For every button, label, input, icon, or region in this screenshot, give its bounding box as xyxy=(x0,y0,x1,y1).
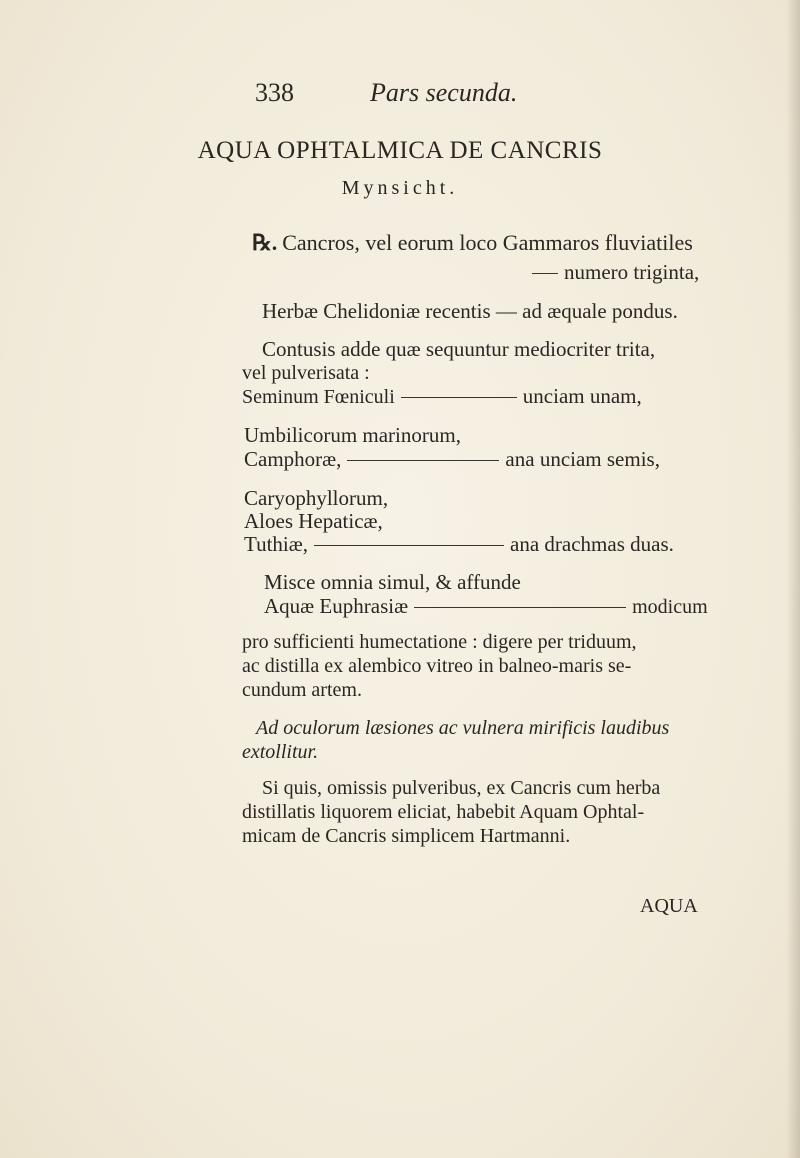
note-line-2: distillatis liquorem eliciat, habebit Aquam Ophtal- xyxy=(242,801,645,823)
recipe-line-2: Herbæ Chelidoniæ recentis — ad æquale pondus. xyxy=(262,299,678,323)
ingredient-name: Seminum Fœniculi xyxy=(242,386,395,408)
ingredient-aloes: Aloes Hepaticæ, xyxy=(244,509,383,533)
running-title: Pars secunda. xyxy=(370,78,518,107)
ingredient-name: Tuthiæ, xyxy=(244,532,309,556)
recipe-line-3b: vel pulverisata : xyxy=(242,362,370,384)
dash xyxy=(347,460,499,461)
ingredient-qty: ana drachmas duas. xyxy=(510,532,674,556)
recipe-line-6: ac distilla ex alembico vitreo in balneo-maris se- xyxy=(242,655,632,677)
ingredient-euphrasia xyxy=(264,596,708,617)
page-number: 338 xyxy=(255,78,294,107)
recipe-line-4: Misce omnia simul, & affunde xyxy=(264,570,521,594)
ingredient-tuthia xyxy=(244,534,674,555)
page-edge-shadow xyxy=(786,0,800,1158)
usage-line-1: Ad oculorum læsiones ac vulnera mirificis laudibus xyxy=(256,717,670,739)
recipe-text: Cancros, vel eorum loco Gammaros fluviatiles xyxy=(282,230,693,255)
ingredient-name: Camphoræ, xyxy=(244,447,342,471)
note-line-3: micam de Cancris simplicem Hartmanni. xyxy=(242,825,571,847)
recipe-author: Mynsicht. xyxy=(341,177,459,199)
recipe-line-1 xyxy=(252,232,693,254)
ingredient-camphor xyxy=(244,449,660,470)
usage-line-2: extollitur. xyxy=(242,741,319,763)
dash xyxy=(401,397,517,398)
recipe-line-7: cundum artem. xyxy=(242,679,362,701)
ingredient-qty: modicum xyxy=(632,596,708,618)
recipe-text: numero triginta, xyxy=(564,260,700,284)
recipe-line-3: Contusis adde quæ sequuntur mediocriter trita, xyxy=(262,337,656,361)
recipe-mark: ℞. xyxy=(252,230,278,255)
ingredient-qty: ana unciam semis, xyxy=(505,447,660,471)
ingredient-fennel xyxy=(242,386,642,407)
dash xyxy=(314,545,504,546)
ingredient-umbilicorum: Umbilicorum marinorum, xyxy=(244,423,461,447)
catchword: AQUA xyxy=(640,895,698,917)
ingredient-caryophyllorum: Caryophyllorum, xyxy=(244,486,389,510)
ingredient-name: Aquæ Euphrasiæ xyxy=(264,594,409,618)
dash xyxy=(532,273,558,274)
recipe-line-5: pro sufficienti humectatione : digere per triduum, xyxy=(242,631,637,653)
recipe-title: AQUA OPHTALMICA DE CANCRIS xyxy=(197,137,603,164)
recipe-line-1b xyxy=(526,262,699,283)
ingredient-qty: unciam unam, xyxy=(522,384,642,408)
dash xyxy=(414,607,626,608)
note-line-1: Si quis, omissis pulveribus, ex Cancris cum herba xyxy=(262,777,661,799)
